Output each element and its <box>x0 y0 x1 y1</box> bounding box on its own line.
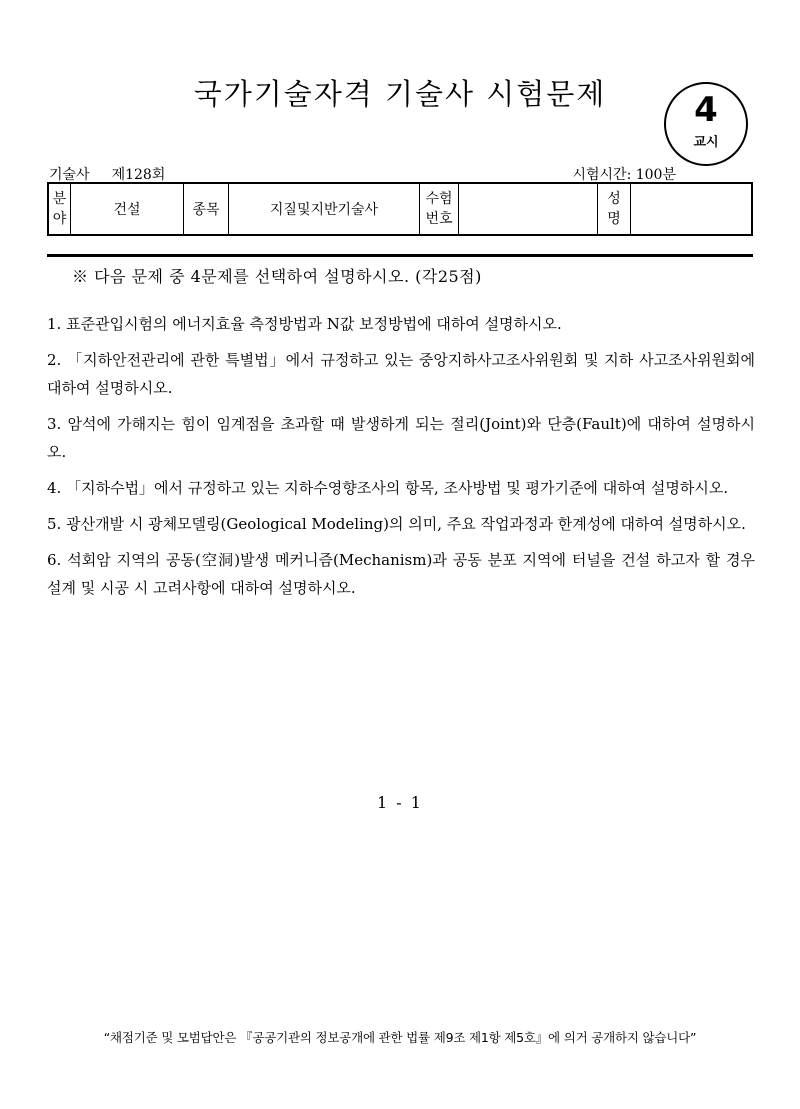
question-list <box>47 310 755 610</box>
exam-meta <box>49 164 187 184</box>
name-label-cell <box>598 183 631 235</box>
question-text: 「지하안전관리에 관한 특별법」에서 규정하고 있는 중앙지하사고조사위원회 및 지하 사고조사위원회에 대하여 설명하시오. <box>47 351 755 397</box>
question-item <box>47 346 755 402</box>
exam-category: 기술사 <box>49 167 90 183</box>
session-number: 4 <box>694 90 718 130</box>
question-text: 광산개발 시 광체모델링(Geological Modeling)의 의미, 주요 작업과정과 한계성에 대하여 설명하시오. <box>66 515 746 533</box>
field-label-bottom: 야 <box>52 211 67 227</box>
info-table <box>47 182 753 236</box>
exam-no-label-bottom: 번호 <box>425 211 453 227</box>
type-value: 지질및지반기술사 <box>229 183 420 235</box>
exam-no-value[interactable] <box>459 183 598 235</box>
field-label-top: 분 <box>52 191 67 207</box>
footer-notice: “채점기준 및 모범답안은 『공공기관의 정보공개에 관한 법률 제9조 제1항 제5호』에 의거 공개하지 않습니다” <box>103 1030 697 1045</box>
field-value: 건설 <box>71 183 184 235</box>
question-item <box>47 410 755 466</box>
question-number: 4. <box>47 479 62 497</box>
question-text: 석회암 지역의 공동(空洞)발생 메커니즘(Mechanism)과 공동 분포 지역에 터널을 건설 하고자 할 경우 설계 및 시공 시 고려사항에 대하여 설명하시오. <box>47 551 755 597</box>
question-number: 2. <box>47 351 62 369</box>
question-number: 3. <box>47 415 62 433</box>
divider-rule <box>47 254 753 257</box>
question-number: 6. <box>47 551 62 569</box>
question-text: 「지하수법」에서 규정하고 있는 지하수영향조사의 항목, 조사방법 및 평가기준에 대하여 설명하시오. <box>66 479 729 497</box>
session-label: 교시 <box>693 135 719 150</box>
question-number: 5. <box>47 515 62 533</box>
field-label-cell <box>48 183 71 235</box>
question-item <box>47 474 755 502</box>
name-value[interactable] <box>631 183 753 235</box>
name-label-top: 성 <box>607 191 621 207</box>
name-label-bottom: 명 <box>607 211 621 227</box>
exam-no-label-top: 수험 <box>425 191 453 207</box>
session-badge <box>664 82 748 166</box>
exam-round: 제128회 <box>111 167 166 183</box>
question-text: 표준관입시험의 에너지효율 측정방법과 N값 보정방법에 대하여 설명하시오. <box>66 315 562 333</box>
exam-no-label-cell <box>420 183 459 235</box>
question-text: 암석에 가해지는 힘이 임계점을 초과할 때 발생하게 되는 절리(Joint)와 단층(Fault)에 대하여 설명하시오. <box>47 415 755 461</box>
question-number: 1. <box>47 315 62 333</box>
type-label: 종목 <box>184 183 229 235</box>
page-number: 1 - 1 <box>377 793 423 812</box>
instruction: ※ 다음 문제 중 4문제를 선택하여 설명하시오. (각25점) <box>72 267 482 286</box>
exam-time: 시험시간: 100분 <box>572 167 676 183</box>
question-item <box>47 510 755 538</box>
question-item <box>47 546 755 602</box>
exam-title: 국가기술자격 기술사 시험문제 <box>193 77 607 111</box>
question-item <box>47 310 755 338</box>
